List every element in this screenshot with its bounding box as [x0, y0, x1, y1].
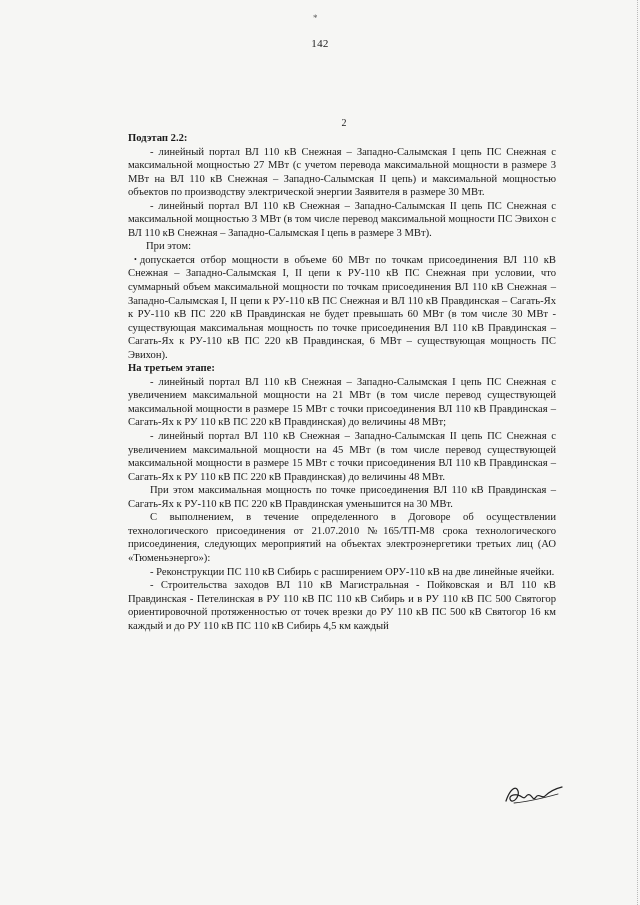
paragraph-contract: С выполнением, в течение определенного в Договоре об осуществлении технологического присоединения от 21.07.2010 №165/ТП-М8 срока технологического присоединения, следующих мероприятий на объектах электроэнергетики третьих лиц (АО «Тюменьэнерго»): — [128, 512, 556, 564]
page-number: 142 — [311, 38, 329, 50]
bullet-icon: • — [134, 254, 137, 264]
paragraph-portal-3: - линейный портал ВЛ 110 кВ Снежная – Западно-Салымская I цепь ПС Снежная с увеличением максимальной мощности на 21 МВт (в том числе перевод существующей максимальной мощности в размере 15 МВт с точки присоединения ВЛ 110 кВ Правдинская – Сагать-Ях к РУ 110 кВ ПС 220 кВ Правдинская) до величины 48 МВт; — [128, 376, 556, 429]
inner-page-number: 2 — [341, 118, 347, 129]
bullet-text: допускается отбор мощности в объеме 60 МВт по точкам присоединения ВЛ 110 кВ Снежная – Западно-Салымская I, II цепи к РУ-110 кВ ПС Снежная при условии, что суммарный объем максимальной мощности по точкам присоединения ВЛ 110 кВ Снежная – Западно-Салымская I, II цепи к РУ-110 кВ ПС Снежная и ВЛ 110 кВ Правдинская – Сагать-Ях к РУ-110 кВ ПС 220 кВ Правдинская не будет превышать 60 МВт (в том числе 30 МВт - существующая максимальная мощность по точке присоединения ВЛ 110 кВ Правдинская – Сагать-Ях к РУ-110 кВ ПС 220 кВ Правдинская, 6 МВт – существующая мощность ПС Эвихон). — [128, 254, 556, 361]
third-stage-heading: На третьем этапе: — [128, 363, 215, 375]
paragraph-portal-2: - линейный портал ВЛ 110 кВ Снежная – Западно-Салымская II цепь ПС Снежная с максимальной мощностью 3 МВт (в том числе перевод максимальной мощности ПС Эвихон с ВЛ 110 кВ Снежная – Западно-Салымская I цепь в размере 3 МВт). — [128, 200, 556, 239]
paragraph-portal-1: - линейный портал ВЛ 110 кВ Снежная – Западно-Салымская I цепь ПС Снежная с максимальной мощностью 27 МВт (с учетом перевода максимальной мощности в размере 3 МВт на ВЛ 110 кВ Снежная – Западно-Салымская II цепь) и максимальной мощностью объектов по производству электрической энергии Заявителя в размере 30 МВт. — [128, 146, 556, 199]
paragraph-max-power: При этом максимальная мощность по точке присоединения ВЛ 110 кВ Правдинская – Сагать-Ях к РУ-110 кВ ПС 220 кВ Правдинская уменьшится на 30 МВт. — [128, 485, 556, 510]
paragraph-reconstruction: - Реконструкции ПС 110 кВ Сибирь с расширением ОРУ-110 кВ на две линейные ячейки. — [150, 566, 555, 578]
signature — [500, 775, 570, 815]
substage-heading: Подэтап 2.2: — [128, 133, 188, 144]
scan-edge — [636, 0, 638, 905]
paragraph-bullet — [128, 254, 556, 362]
paragraph-construction: - Строительства заходов ВЛ 110 кВ Магистральная - Пойковская и ВЛ 110 кВ Правдинская - Петелинская в РУ 110 кВ ПС 110 кВ Сибирь и в РУ 110 кВ ПС 500 Святогор ориентировочной протяженностью от точек врезки до РУ 110 кВ ПС 500 кВ Святогор 16 км каждый и до РУ 110 кВ ПС 110 кВ Сибирь 4,5 км каждый — [128, 580, 556, 632]
top-mark: * — [313, 13, 318, 23]
paragraph-portal-4: - линейный портал ВЛ 110 кВ Снежная – Западно-Салымская II цепь ПС Снежная с увеличением максимальной мощности на 45 МВт (в том числе перевод существующей максимальной мощности в размере 15 МВт с точки присоединения ВЛ 110 кВ Правдинская – Сагать-Ях к РУ 110 кВ ПС 220 кВ Правдинская) до величины 48 МВт. — [128, 431, 556, 483]
paragraph-note: При этом: — [146, 241, 192, 253]
document-body — [128, 132, 556, 633]
